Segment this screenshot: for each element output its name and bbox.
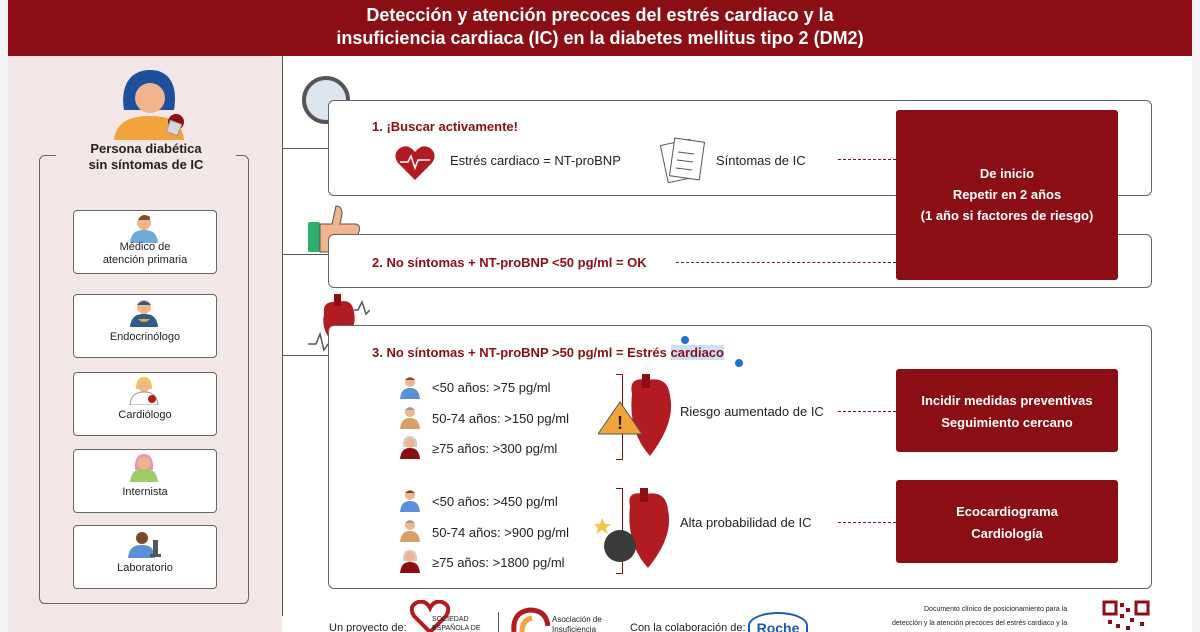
box-initial-line1: De inicio <box>979 166 1035 181</box>
connector-3 <box>282 355 328 356</box>
step1-item-ntprobnp: Estrés cardiaco = NT-proBNP <box>450 153 621 168</box>
roche-logo <box>748 612 808 632</box>
patient-label <box>56 141 236 173</box>
endocrinologist-icon <box>126 297 162 327</box>
step1-item-symptoms: Síntomas de IC <box>716 153 806 168</box>
specialist-label-line1: Médico de <box>119 241 171 253</box>
risk-increased-label: Riesgo aumentado de IC <box>680 404 824 419</box>
warning-heart-icon <box>598 374 682 460</box>
threshold-group1-row3: ≥75 años: >300 pg/ml <box>432 441 558 456</box>
specialist-label-line1: Internista <box>122 486 168 498</box>
checklist-icon <box>660 136 706 184</box>
asociacion-line1: Asociación de <box>552 615 602 624</box>
step1-dashed-link <box>838 159 896 160</box>
box-preventive-line1: Incidir medidas preventivas <box>921 393 1093 408</box>
specialist-card-primary-care <box>73 210 217 274</box>
roche-logo-text: Roche <box>756 620 800 632</box>
person-young-icon <box>398 488 422 512</box>
footer-doc-line2: detección y la atención precoces del estrés cardiaco y la <box>892 620 1068 627</box>
threshold-group2-row2: 50-74 años: >900 pg/ml <box>432 525 569 540</box>
sec-logo-line2: ESPAÑOLA DE <box>432 625 481 632</box>
box-preventive-line2: Seguimiento cercano <box>941 415 1073 430</box>
box-preventive-measures <box>896 369 1118 452</box>
person-middle-icon <box>398 518 422 542</box>
step2-title: 2. No síntomas + NT-proBNP <50 pg/ml = OK <box>372 255 647 270</box>
box-initial-schedule <box>896 110 1118 280</box>
threshold-group2-row3: ≥75 años: >1800 pg/ml <box>432 555 565 570</box>
box-echocardiogram <box>896 480 1118 563</box>
patient-label-line2: sin síntomas de IC <box>88 157 204 172</box>
qr-code-icon[interactable] <box>1102 600 1150 632</box>
infographic-page <box>8 0 1192 632</box>
person-elderly-icon <box>398 549 422 573</box>
box-echo-line1: Ecocardiograma <box>956 504 1058 519</box>
specialist-card-cardiologist <box>73 372 217 436</box>
specialist-card-internist <box>73 449 217 513</box>
risk2-dashed-link <box>838 522 896 523</box>
person-elderly-icon <box>398 435 422 459</box>
internist-icon <box>126 452 162 482</box>
step3-title-prefix: 3. No síntomas + NT-proBNP >50 pg/ml = Estrés <box>372 345 671 360</box>
laboratory-icon <box>126 528 162 558</box>
footer-divider <box>498 612 499 632</box>
patient-label-line1: Persona diabética <box>90 141 202 156</box>
selection-handle-start[interactable] <box>681 336 689 344</box>
selection-handle-end[interactable] <box>735 359 743 367</box>
threshold-group1-row2: 50-74 años: >150 pg/ml <box>432 411 569 426</box>
footer-doc-line1: Documento clínico de posicionamiento para la <box>924 606 1068 613</box>
specialist-label-line1: Laboratorio <box>117 562 173 574</box>
risk1-dashed-link <box>838 411 896 412</box>
box-echo-line2: Cardiología <box>971 526 1043 541</box>
box-initial-line2: Repetir en 2 años <box>952 187 1062 202</box>
specialist-label-line1: Cardiólogo <box>118 409 172 421</box>
person-young-icon <box>398 375 422 399</box>
asociacion-logo-icon <box>510 606 550 632</box>
person-middle-icon <box>398 405 422 429</box>
footer-collab-label: Con la colaboración de: <box>630 622 746 632</box>
specialist-card-laboratory <box>73 525 217 589</box>
sec-logo-line1: SOCIEDAD <box>432 616 469 623</box>
header-banner <box>8 0 1192 56</box>
step3-title-selected[interactable]: cardiaco <box>670 345 724 360</box>
heart-bomb-icon <box>594 488 678 572</box>
step2-dashed-link <box>676 262 896 263</box>
timeline-line <box>282 56 283 616</box>
header-title-line1: Detección y atención precoces del estrés cardiaco y la <box>366 5 834 25</box>
step1-title: 1. ¡Buscar activamente! <box>372 119 518 134</box>
header-title-line2: insuficiencia cardiaca (IC) en la diabetes mellitus tipo 2 (DM2) <box>336 28 864 48</box>
footer-project-label: Un proyecto de: <box>329 622 407 632</box>
threshold-group2-row1: <50 años: >450 pg/ml <box>432 494 558 509</box>
doctor-icon <box>126 213 162 243</box>
risk-high-label: Alta probabilidad de IC <box>680 515 812 530</box>
step3-title <box>372 345 724 360</box>
threshold-group1-row1: <50 años: >75 pg/ml <box>432 380 551 395</box>
cardiologist-icon <box>126 375 162 405</box>
svg-text:!: ! <box>617 413 623 433</box>
specialist-label-line1: Endocrinólogo <box>109 331 181 343</box>
specialist-label-line2: atención primaria <box>102 254 188 266</box>
box-initial-line3: (1 año si factores de riesgo) <box>920 208 1094 223</box>
heart-icon <box>394 144 436 182</box>
patient-icon <box>106 66 196 142</box>
specialist-card-endocrinologist <box>73 294 217 358</box>
asociacion-line2: Insuficiencia <box>552 625 597 632</box>
